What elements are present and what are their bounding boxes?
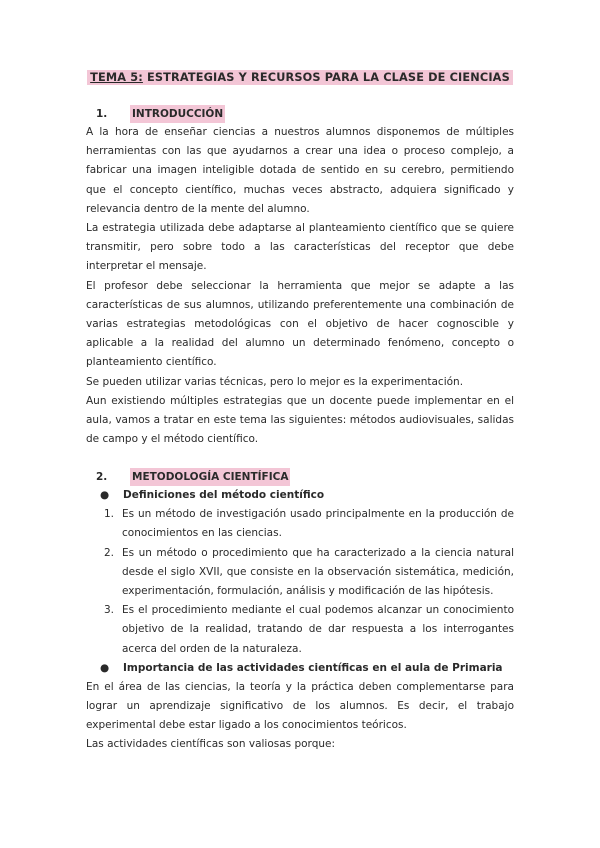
bullet-dot-icon: ● [100,661,110,674]
title-prefix: TEMA 5: [90,71,143,84]
section-title: INTRODUCCIÓN [130,105,225,123]
section-number: 1. [96,108,108,120]
paragraph: En el área de las ciencias, la teoría y la práctica deben complementarse para lograr un aprendizaje significativo de los alumnos. Es decir, el trabajo experimental debe estar ligado a los conocimientos teóricos. [86,680,514,732]
section-title: METODOLOGÍA CIENTÍFICA [130,468,290,486]
list-number: 3. [104,604,115,617]
list-text: Es el procedimiento mediante el cual podemos alcanzar un conocimiento objetivo de la realidad, tratando de dar respuesta a los interrogantes acerca del orden de la naturaleza. [122,604,514,655]
bullet-text: Importancia de las actividades científicas en el aula de Primaria [123,661,503,674]
paragraph: Las actividades científicas son valiosas porque: [86,738,336,751]
document-title [86,70,514,86]
list-number: 1. [104,508,115,521]
list-number: 2. [104,546,115,559]
paragraph: A la hora de enseñar ciencias a nuestros alumnos disponemos de múltiples herramientas con las que ayudarnos a crear una idea o proceso complejo, a fabricar una imagen inteligible dotada de sentido en su cerebro, permitiendo que el concepto científico, muchas veces abstracto, adquiera significado y relevancia dentro de la mente del alumno. [86,126,514,215]
bullet-dot-icon: ● [100,489,110,502]
paragraph: El profesor debe seleccionar la herramienta que mejor se adapte a las características de sus alumnos, utilizando preferentemente una combinación de varias estrategias metodológicas con el objetivo de hacer cognoscible y aplicable a la realidad del alumno un determinado fenómeno, concepto o planteamiento científico. [86,279,514,369]
section-heading-metodologia [86,468,514,486]
list-item [86,601,514,659]
section-heading-introduccion [86,105,514,123]
paragraph: Se pueden utilizar varias técnicas, pero lo mejor es la experimentación. [86,375,464,388]
paragraph: Aun existiendo múltiples estrategias que un docente puede implementar en el aula, vamos a tratar en este tema las siguientes: métodos audiovisuales, salidas de campo y el método científico. [86,394,514,446]
list-text: Es un método de investigación usado principalmente en la producción de conocimientos en las ciencias. [122,508,514,540]
section-number: 2. [96,471,108,484]
paragraph: La estrategia utilizada debe adaptarse al planteamiento científico que se quiere transmitir, pero sobre todo a las características del receptor que debe interpretar el mensaje. [86,222,514,273]
title-text: ESTRATEGIAS Y RECURSOS PARA LA CLASE DE CIENCIAS [142,71,510,84]
bullet-text: Definiciones del método científico [123,489,325,502]
list-item [86,544,514,602]
bullet-item [86,659,514,678]
list-text: Es un método o procedimiento que ha caracterizado a la ciencia natural desde el siglo XVII, que consiste en la observación sistemática, medición, experimentación, formulación, análisis y modificación de las hipótesis. [122,546,514,598]
bullet-item [86,486,514,505]
list-item [86,505,514,543]
